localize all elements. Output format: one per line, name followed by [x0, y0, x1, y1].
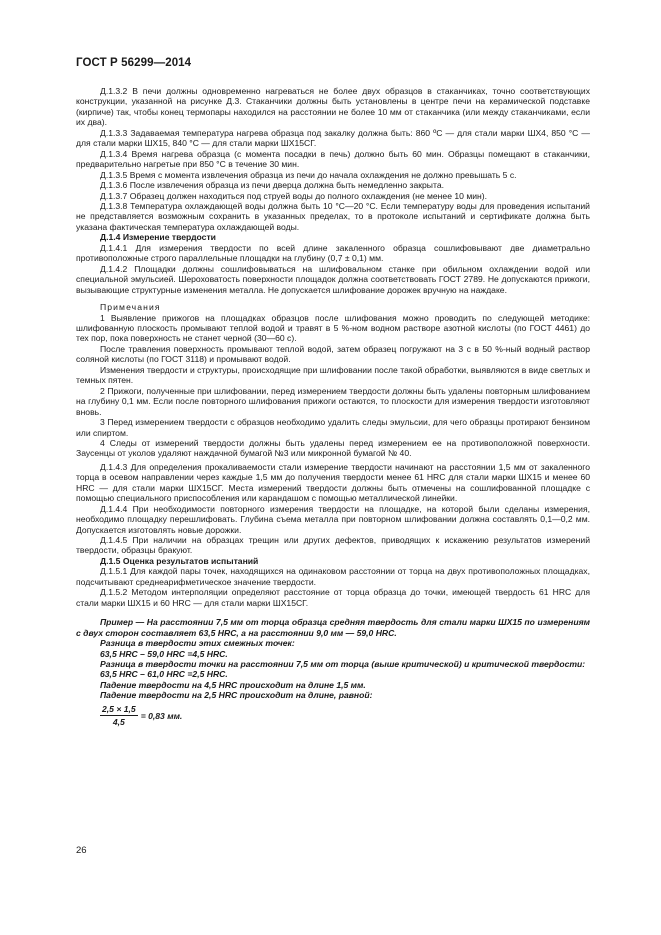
example-line: Падение твердости на 4,5 HRC происходит на длине 1,5 мм. — [100, 679, 366, 690]
paragraph-d1-4-2: Д.1.4.2 Площадки должны сошлифовываться на шлифовальном станке при обильном охлаждении водой или специальной эмульсией. Шероховатость поверхности площадок должна соответствовать ГОСТ 2789. Не допускаются прижоги, вызывающие структурные изменения металла. Не допускается шлифование дорожек вручную на наждаке. — [76, 263, 590, 295]
note-1-continued: После травления поверхность промывают теплой водой, затем образец погружают на 3 с в 50 %-ный водный раствор соляной кислоты (по ГОСТ 3118) и промывают водой. — [76, 343, 590, 365]
example-line: 63,5 HRC – 59,0 HRC =4,5 HRC. — [100, 648, 228, 659]
note-3: 3 Перед измерением твердости с образцов необходимо удалить следы эмульсии, для чего образцы протирают бензином или спиртом. — [76, 417, 590, 438]
example-line: Разница в твердости этих смежных точек: — [100, 638, 295, 649]
fraction — [100, 704, 138, 728]
example-line: 63,5 HRC – 61,0 HRC =2,5 HRC. — [100, 669, 228, 680]
section-heading-d1-4: Д.1.4 Измерение твердости — [100, 232, 216, 243]
formula-result: = 0,83 мм. — [140, 710, 183, 721]
note-4: 4 Следы от измерений твердости должны быть удалены перед измерением ее на противоположной поверхности. Заусенцы от уколов удаляют наждачной бумагой №3 или микронной бумагой № 40. — [76, 437, 590, 459]
section-heading-d1-5: Д.1.5 Оценка результатов испытаний — [100, 555, 259, 566]
document-body — [76, 86, 590, 728]
paragraph-d1-4-4: Д.1.4.4 При необходимости повторного измерения твердости на площадке, на которой были сделаны измерения, необходимо площадку перешлифовать. Глубина съема металла при повторном шлифовании должна составлять 0,1—0,2 мм. Допускается изготовлять новые дорожки. — [76, 503, 590, 535]
paragraph-d1-3-6: Д.1.3.6 После извлечения образца из печи дверца должна быть немедленно закрыта. — [100, 180, 444, 191]
formula-denominator: 4,5 — [112, 717, 125, 728]
paragraph-d1-3-8: Д.1.3.8 Температура охлаждающей воды должна быть 10 °С—20 °С. Если температуру воды для проведения испытаний не представляется возможным сохранить в указанных пределах, то в протоколе испытаний и сертификате должна быть указана фактическая температура охлаждающей воды. — [76, 200, 590, 232]
note-1: 1 Выявление прижогов на площадках образцов после шлифования можно проводить по следующей методике: шлифованную плоскость промывают теплой водой и травят в 5 %-ном водном растворе азотной кислоты (по ГОСТ 4461) до тех пор, пока поверхность не станет черной (30—60 с). — [76, 312, 590, 344]
paragraph-d1-3-5: Д.1.3.5 Время с момента извлечения образца из печи до начала охлаждения не должно превышать 5 с. — [100, 169, 517, 180]
formula-numerator: 2,5 × 1,5 — [100, 704, 138, 716]
document-header: ГОСТ Р 56299—2014 — [76, 57, 192, 69]
page-number: 26 — [76, 845, 87, 856]
paragraph-d1-3-7: Д.1.3.7 Образец должен находиться под струей воды до полного охлаждения (не менее 10 мин). — [100, 190, 488, 201]
paragraph-d1-4-5: Д.1.4.5 При наличии на образцах трещин или других дефектов, приводящих к искажению результатов измерений твердости, образцы бракуют. — [76, 535, 590, 556]
formula — [100, 704, 182, 728]
paragraph-d1-3-3: Д.1.3.3 Задаваемая температура нагрева образца под закалку должна быть: 860 ºС — для стали марки ШХ4, 850 °С — для стали марки ШХ15, 840 °С — для стали марки ШХ15СГ. — [76, 127, 590, 149]
paragraph-d1-4-1: Д.1.4.1 Для измерения твердости по всей длине закаленного образца сошлифовывают две диаметрально противоположные строго параллельные площадки на глубину (0,7 ± 0,1) мм. — [76, 242, 590, 264]
note-2: 2 Прижоги, полученные при шлифовании, перед измерением твердости должны быть удалены повторным шлифованием на глубину 0,1 мм. Если после повторного шлифования прижоги остаются, то плоскости для измерения твердости изготовляют вновь. — [76, 385, 590, 417]
paragraph-d1-5-2: Д.1.5.2 Методом интерполяции определяют расстояние от торца образца до точки, имеющей твердость 61 HRC для стали марки ШХ15 и 60 HRC — для стали марки ШХ15СГ. — [76, 587, 590, 608]
notes-heading: Примечания — [100, 302, 161, 313]
paragraph-d1-3-2: Д.1.3.2 В печи должны одновременно нагреваться не более двух образцов в стаканчиках, точно соответствующих конструкции, указанной на рисунке Д.3. Стаканчики должны быть установлены в центре печи на керамической подставке (кирпиче) так, чтобы конец термопары находился на расстоянии не более 10 мм от стаканчика (или между стаканчиками, если их два). — [76, 86, 590, 128]
paragraph-d1-3-4: Д.1.3.4 Время нагрева образца (с момента посадки в печь) должно быть 60 мин. Образцы помещают в стаканчики, предварительно нагретые при 850 °С в течение 30 мин. — [76, 148, 590, 170]
paragraph-d1-4-3: Д.1.4.3 Для определения прокаливаемости стали измерение твердости начинают на расстоянии 1,5 мм от закаленного торца в осевом направлении через каждые 1,5 мм до получения твердости менее 61 HRC для стали марки ШХ15 и менее 60 HRC — для стали марки ШХ15СГ. Места измерений твердости должны быть отмечены на сошлифованной площадке с помощью специального приспособления или карандашом с помощью металлической линейки. — [76, 461, 590, 504]
example-line: Разница в твердости точки на расстоянии 7,5 мм от торца (выше критической) и критической твердости: — [100, 659, 586, 670]
example-text: Пример — На расстоянии 7,5 мм от торца образца средняя твердость для стали марки ШХ15 по измерениям с двух сторон составляет 63,5 HRC, а на расстоянии 9,0 мм — 59,0 HRC. — [76, 617, 590, 638]
note-1-conclusion: Изменения твердости и структуры, происходящие при шлифовании после такой обработки, выявляются в виде светлых и темных пятен. — [76, 364, 590, 386]
paragraph-d1-5-1: Д.1.5.1 Для каждой пары точек, находящихся на одинаковом расстоянии от торца на двух противоположных площадках, подсчитывают среднеарифметическое значение твердости. — [76, 566, 590, 587]
example-line: Падение твердости на 2,5 HRC происходит на длине, равной: — [100, 690, 373, 701]
